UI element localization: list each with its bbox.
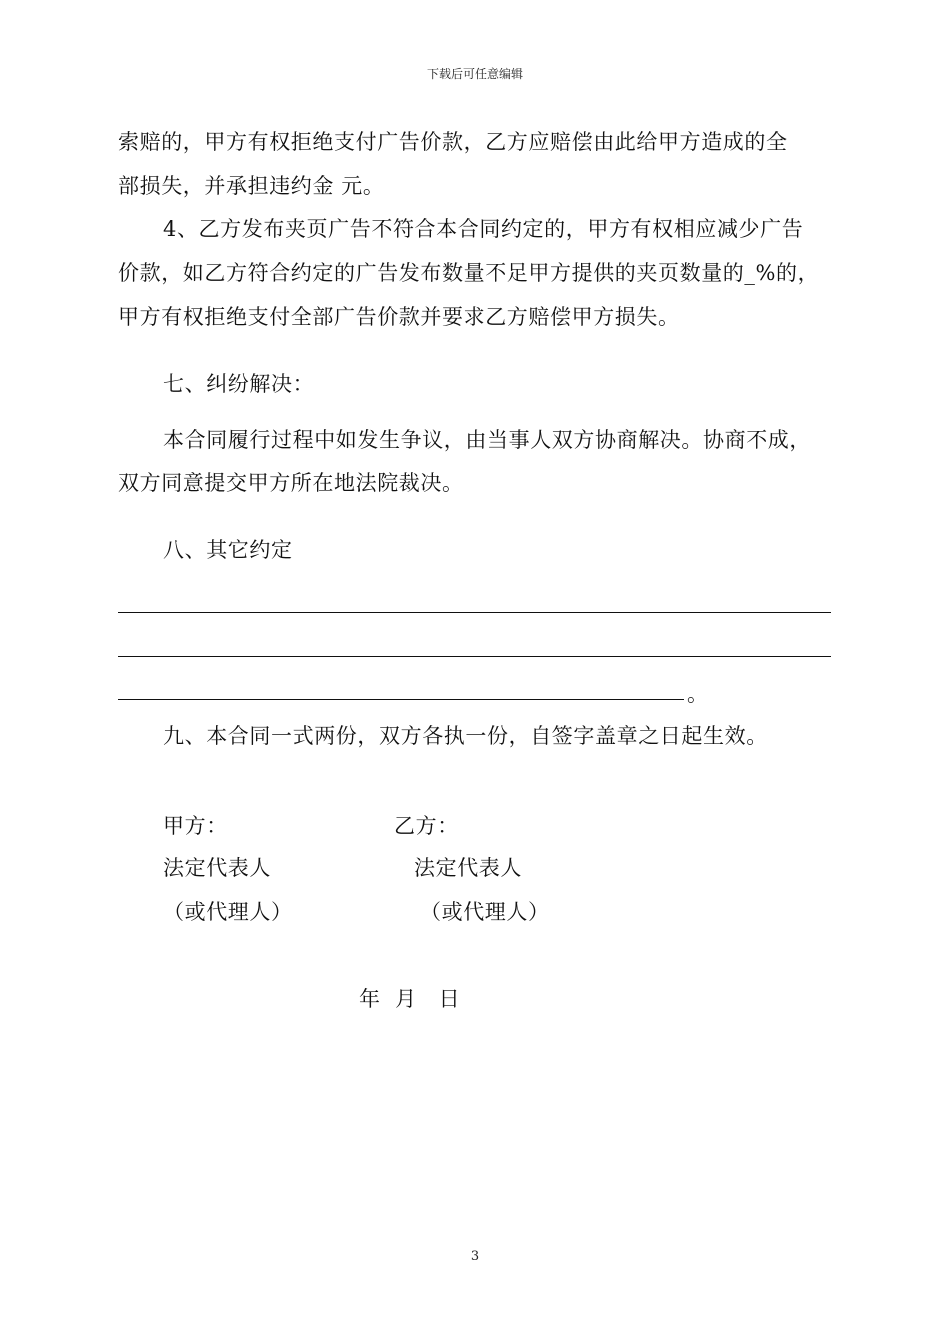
clause-6-continuation-line-1: 索赔的，甲方有权拒绝支付广告价款，乙方应赔偿由此给甲方造成的全 — [118, 130, 788, 154]
page-number: 3 — [470, 1249, 480, 1264]
party-a-legal-rep: 法定代表人 — [163, 856, 271, 880]
blank-line-1 — [118, 612, 831, 613]
section-7-body-line-2: 双方同意提交甲方所在地法院裁决。 — [118, 471, 464, 495]
section-7-title: 七、纠纷解决： — [163, 372, 315, 396]
clause-6-item-4-line-1: 4、乙方发布夹页广告不符合本合同约定的，甲方有权相应减少广告 — [163, 217, 804, 241]
section-9-text: 九、本合同一式两份，双方各执一份，自签字盖章之日起生效。 — [163, 724, 768, 748]
blank-line-2 — [118, 656, 831, 657]
clause-6-item-4-line-3: 甲方有权拒绝支付全部广告价款并要求乙方赔偿甲方损失。 — [118, 305, 680, 329]
party-a-agent: （或代理人） — [163, 900, 293, 924]
clause-6-continuation-line-2: 部损失，并承担违约金 元。 — [118, 174, 385, 198]
section-7-body-line-1: 本合同履行过程中如发生争议，由当事人双方协商解决。协商不成， — [163, 428, 811, 452]
blank-line-end-mark: 。 — [687, 682, 708, 706]
blank-line-3 — [118, 699, 684, 700]
signing-date: 年 月 日 — [359, 987, 461, 1011]
party-b-agent: （或代理人） — [420, 900, 550, 924]
party-a-label: 甲方： — [163, 814, 228, 838]
section-8-title: 八、其它约定 — [163, 538, 293, 562]
page-header: 下载后可任意编辑 — [426, 67, 523, 81]
clause-6-item-4-line-2: 价款，如乙方符合约定的广告发布数量不足甲方提供的夹页数量的_%的， — [118, 261, 820, 285]
party-b-legal-rep: 法定代表人 — [414, 856, 522, 880]
party-b-label: 乙方： — [394, 814, 459, 838]
